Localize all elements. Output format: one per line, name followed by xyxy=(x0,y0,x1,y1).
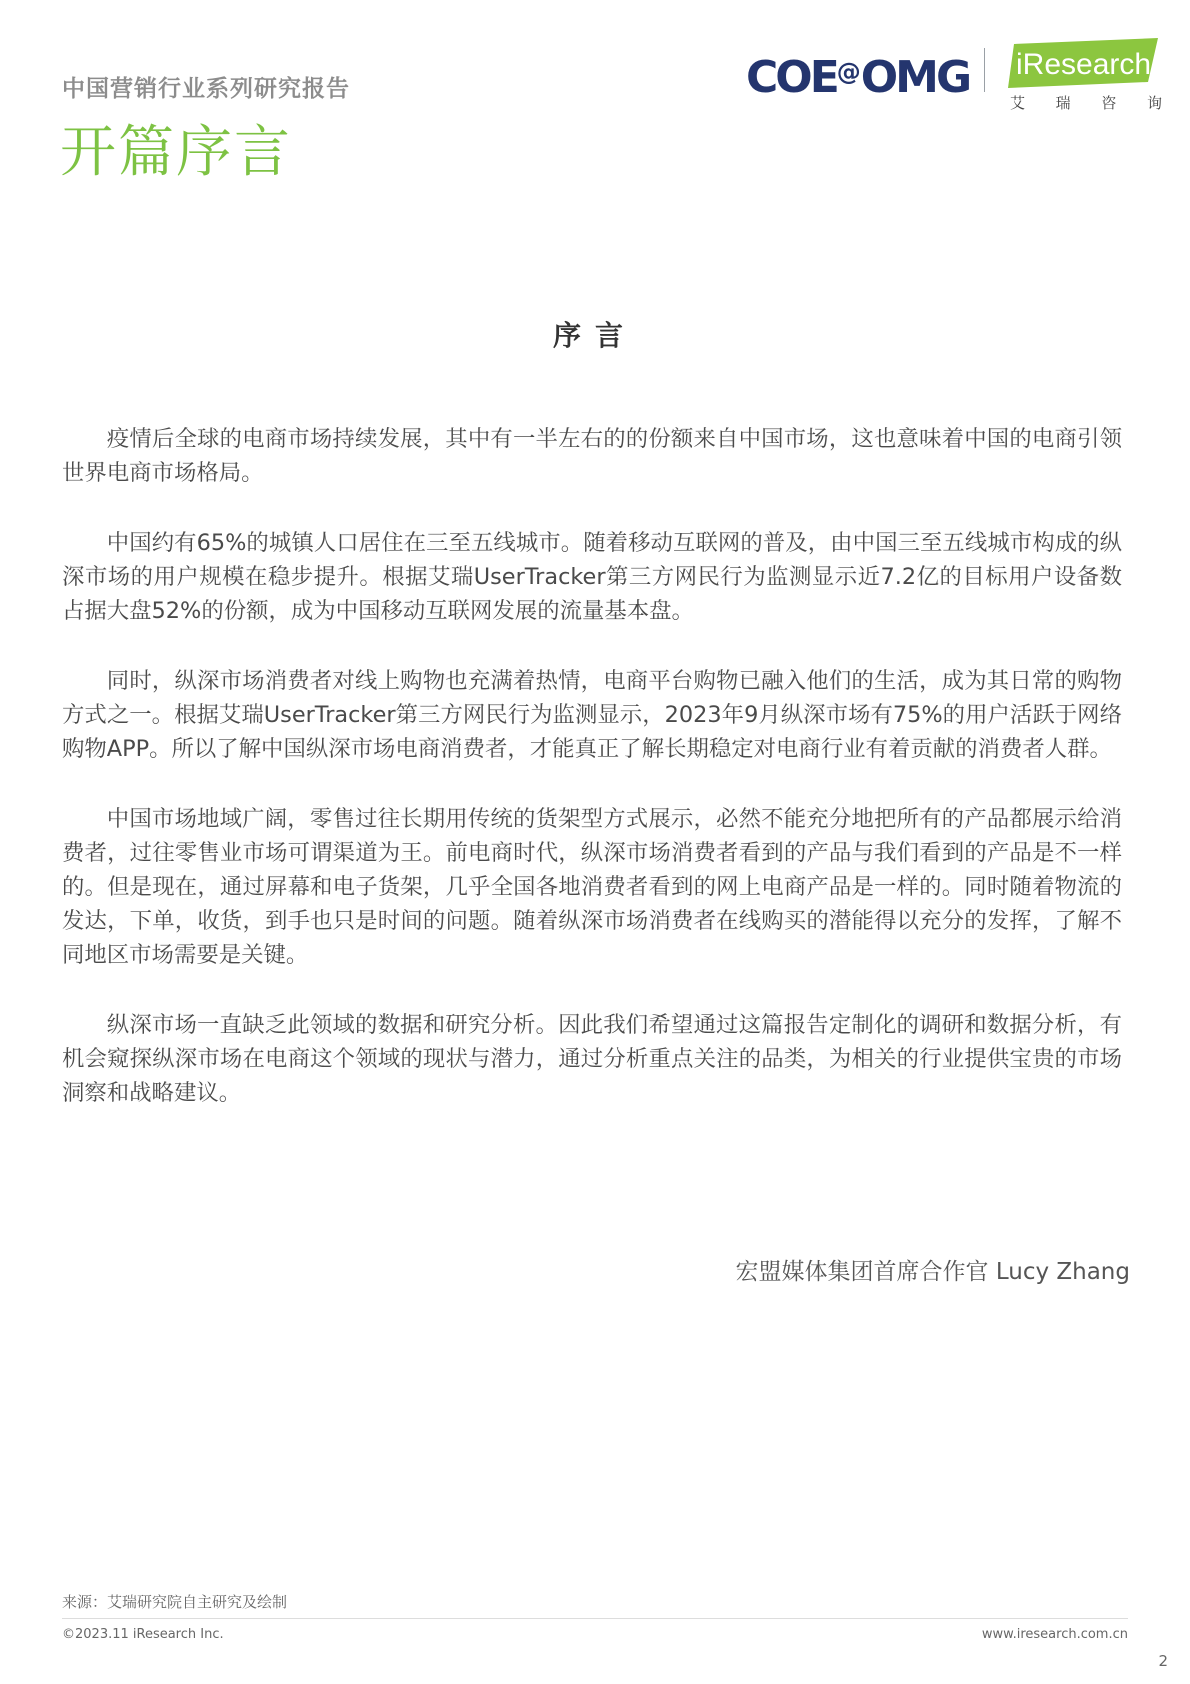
iresearch-logo-i: i xyxy=(1016,48,1023,81)
page-number: 2 xyxy=(1158,1652,1168,1670)
coe-logo-right: OMG xyxy=(860,52,970,103)
preface-heading: 序言 xyxy=(552,319,637,352)
preface-signature: 宏盟媒体集团首席合作官 Lucy Zhang xyxy=(735,1259,1130,1285)
copyright: ©2023.11 iResearch Inc. xyxy=(62,1627,224,1642)
logo-divider xyxy=(984,48,985,92)
iresearch-cn-char: 询 xyxy=(1146,94,1162,112)
footer-divider xyxy=(62,1618,1128,1619)
iresearch-cn-char: 咨 xyxy=(1101,94,1117,112)
series-title: 中国营销行业系列研究报告 xyxy=(62,76,350,102)
coe-logo-left: COE xyxy=(746,52,837,103)
page-title: 开篇序言 xyxy=(60,120,292,185)
iresearch-logo-cn xyxy=(1010,92,1162,113)
source-note: 来源：艾瑞研究院自主研究及绘制 xyxy=(62,1593,288,1611)
header-logos xyxy=(746,38,1166,118)
website-link[interactable]: www.iresearch.com.cn xyxy=(981,1627,1128,1642)
iresearch-cn-char: 瑞 xyxy=(1055,94,1071,112)
preface-paragraph-3: 同时，纵深市场消费者对线上购物也充满着热情，电商平台购物已融入他们的生活，成为其日常的购物方式之一。根据艾瑞UserTracker第三方网民行为监测显示，2023年9月纵深市场有75%的用户活跃于网络购物APP。所以了解中国纵深市场电商消费者，才能真正了解长期稳定对电商行业有着贡献的消费者人群。 xyxy=(62,668,1122,762)
preface-paragraph-2: 中国约有65%的城镇人口居住在三至五线城市。随着移动互联网的普及，由中国三至五线城市构成的纵深市场的用户规模在稳步提升。根据艾瑞UserTracker第三方网民行为监测显示近7.2亿的目标用户设备数占据大盘52%的份额，成为中国移动互联网发展的流量基本盘。 xyxy=(62,530,1122,624)
iresearch-logo-text: Research xyxy=(1022,48,1152,81)
iresearch-logo-word xyxy=(1016,48,1151,82)
preface-body xyxy=(62,422,1122,1146)
coe-logo-at: @ xyxy=(836,58,861,86)
preface-paragraph-4: 中国市场地域广阔，零售过往长期用传统的货架型方式展示，必然不能充分地把所有的产品都展示给消费者，过往零售业市场可谓渠道为王。前电商时代，纵深市场消费者看到的产品与我们看到的产品是不一样的。但是现在，通过屏幕和电子货架，几乎全国各地消费者看到的网上电商产品是一样的。同时随着物流的发达，下单，收货，到手也只是时间的问题。随着纵深市场消费者在线购买的潜能得以充分的发挥，了解不同地区市场需要是关键。 xyxy=(62,806,1122,968)
preface-paragraph-5: 纵深市场一直缺乏此领域的数据和研究分析。因此我们希望通过这篇报告定制化的调研和数据分析，有机会窥探纵深市场在电商这个领域的现状与潜力，通过分析重点关注的品类，为相关的行业提供宝贵的市场洞察和战略建议。 xyxy=(62,1012,1122,1106)
coe-omg-logo xyxy=(746,52,969,103)
preface-paragraph-1: 疫情后全球的电商市场持续发展，其中有一半左右的的份额来自中国市场，这也意味着中国的电商引领世界电商市场格局。 xyxy=(62,426,1122,486)
iresearch-cn-char: 艾 xyxy=(1010,94,1026,112)
